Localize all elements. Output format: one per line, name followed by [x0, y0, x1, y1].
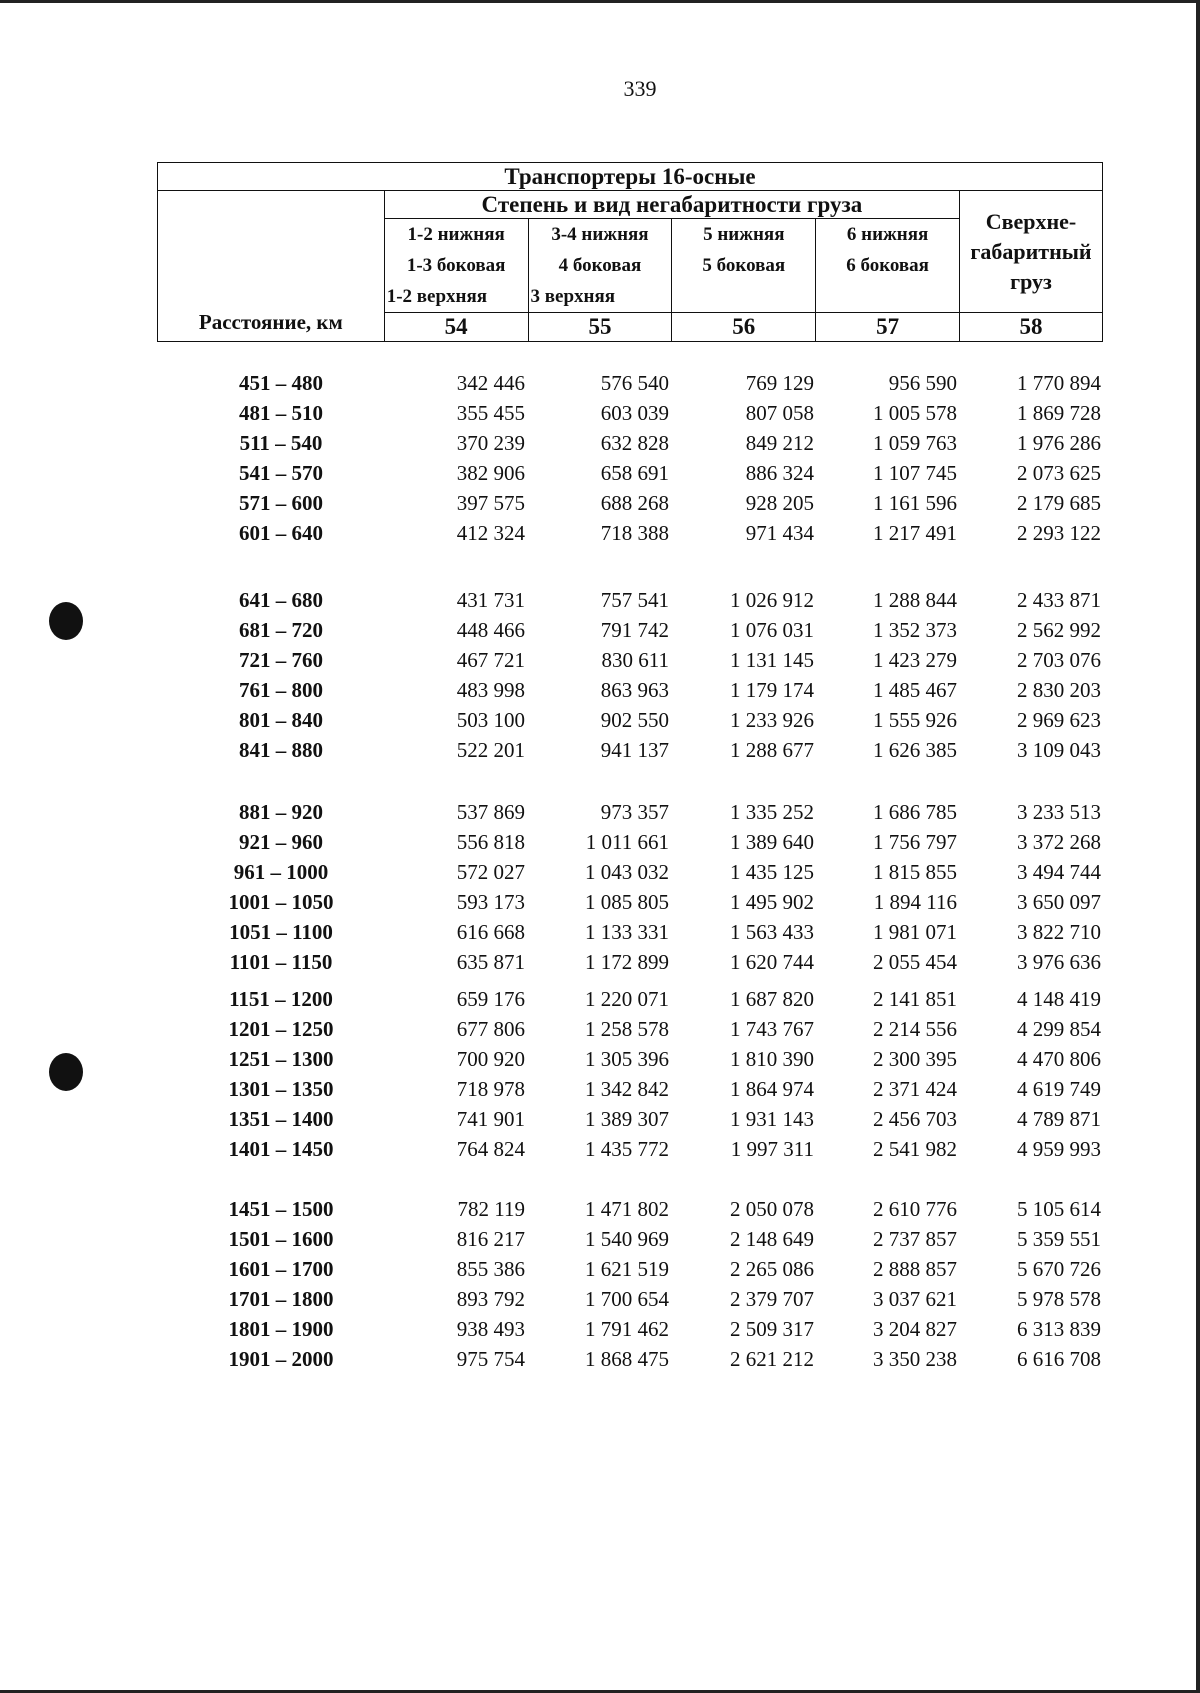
value-cell-55: 941 137 — [600, 738, 669, 762]
value-cell-55: 1 342 842 — [585, 1077, 669, 1101]
table-title: Транспортеры 16-осные — [158, 163, 1103, 191]
value-cell-56: 2 148 649 — [730, 1227, 814, 1251]
value-cell-58: 2 703 076 — [1017, 648, 1101, 672]
value-cell-56: 1 335 252 — [730, 800, 814, 824]
table-row — [0, 521, 1200, 551]
table-row — [0, 800, 1200, 830]
value-cell-56: 1 563 433 — [730, 920, 814, 944]
value-cell-56: 807 058 — [745, 401, 814, 425]
value-cell-54: 342 446 — [456, 371, 525, 395]
value-cell-58: 4 959 993 — [1017, 1137, 1101, 1161]
value-cell-54: 431 731 — [456, 588, 525, 612]
table-row — [0, 860, 1200, 890]
value-cell-57: 1 423 279 — [873, 648, 957, 672]
value-cell-57: 1 217 491 — [873, 521, 957, 545]
distance-cell: 1201 – 1250 — [228, 1017, 334, 1041]
distance-cell: 1101 – 1150 — [229, 950, 333, 974]
value-cell-57: 1 626 385 — [873, 738, 957, 762]
value-cell-57: 2 610 776 — [873, 1197, 957, 1221]
value-cell-57: 1 815 855 — [873, 860, 957, 884]
value-cell-55: 973 357 — [600, 800, 669, 824]
value-cell-57: 1 981 071 — [873, 920, 957, 944]
table-row — [0, 1017, 1200, 1047]
distance-cell: 841 – 880 — [239, 738, 323, 762]
table-row — [0, 950, 1200, 980]
value-cell-57: 2 300 395 — [873, 1047, 957, 1071]
column-header-56: 5 нижняя 5 боковая — [672, 219, 816, 313]
value-cell-56: 1 687 820 — [730, 987, 814, 1011]
value-cell-54: 537 869 — [456, 800, 525, 824]
distance-cell: 601 – 640 — [239, 521, 323, 545]
column-number-57: 57 — [816, 313, 960, 342]
value-cell-54: 503 100 — [456, 708, 525, 732]
distance-cell: 1151 – 1200 — [229, 987, 333, 1011]
value-cell-55: 1 700 654 — [585, 1287, 669, 1311]
value-cell-54: 483 998 — [456, 678, 525, 702]
distance-cell: 1801 – 1900 — [228, 1317, 334, 1341]
value-cell-57: 2 371 424 — [873, 1077, 957, 1101]
value-cell-58: 2 830 203 — [1017, 678, 1101, 702]
column-header-58: Сверхне- габаритный груз — [960, 191, 1103, 313]
table-row — [0, 1047, 1200, 1077]
distance-cell: 961 – 1000 — [233, 860, 329, 884]
table-row — [0, 678, 1200, 708]
column-number-55: 55 — [528, 313, 672, 342]
table-row — [0, 1137, 1200, 1167]
value-cell-58: 2 969 623 — [1017, 708, 1101, 732]
distance-cell: 881 – 920 — [239, 800, 323, 824]
value-cell-54: 700 920 — [456, 1047, 525, 1071]
value-cell-58: 4 299 854 — [1017, 1017, 1101, 1041]
value-cell-54: 556 818 — [456, 830, 525, 854]
value-cell-55: 1 389 307 — [585, 1107, 669, 1131]
value-cell-54: 816 217 — [456, 1227, 525, 1251]
table-row — [0, 648, 1200, 678]
value-cell-55: 757 541 — [600, 588, 669, 612]
table-row — [0, 461, 1200, 491]
table-row — [0, 1077, 1200, 1107]
value-cell-55: 1 540 969 — [585, 1227, 669, 1251]
value-cell-58: 4 789 871 — [1017, 1107, 1101, 1131]
value-cell-58: 2 293 122 — [1017, 521, 1101, 545]
value-cell-56: 971 434 — [745, 521, 814, 545]
value-cell-58: 3 109 043 — [1017, 738, 1101, 762]
table-row — [0, 987, 1200, 1017]
value-cell-55: 1 791 462 — [585, 1317, 669, 1341]
value-cell-54: 975 754 — [456, 1347, 525, 1371]
value-cell-56: 928 205 — [745, 491, 814, 515]
distance-cell: 761 – 800 — [239, 678, 323, 702]
value-cell-58: 3 650 097 — [1017, 890, 1101, 914]
value-cell-55: 1 305 396 — [585, 1047, 669, 1071]
value-cell-54: 764 824 — [456, 1137, 525, 1161]
value-cell-54: 677 806 — [456, 1017, 525, 1041]
value-cell-54: 593 173 — [456, 890, 525, 914]
table-row — [0, 738, 1200, 768]
distance-cell: 1401 – 1450 — [228, 1137, 334, 1161]
value-cell-54: 355 455 — [456, 401, 525, 425]
value-cell-56: 2 050 078 — [730, 1197, 814, 1221]
value-cell-55: 1 471 802 — [585, 1197, 669, 1221]
value-cell-58: 3 822 710 — [1017, 920, 1101, 944]
value-cell-57: 2 737 857 — [873, 1227, 957, 1251]
value-cell-54: 938 493 — [456, 1317, 525, 1341]
value-cell-56: 1 233 926 — [730, 708, 814, 732]
page-number: 339 — [623, 76, 657, 101]
value-cell-54: 448 466 — [456, 618, 525, 642]
distance-cell: 641 – 680 — [239, 588, 323, 612]
value-cell-55: 688 268 — [600, 491, 669, 515]
value-cell-57: 2 141 851 — [873, 987, 957, 1011]
table-row — [0, 491, 1200, 521]
distance-cell: 541 – 570 — [239, 461, 323, 485]
column-header-57: 6 нижняя 6 боковая — [816, 219, 960, 313]
value-cell-58: 2 073 625 — [1017, 461, 1101, 485]
distance-cell: 1901 – 2000 — [228, 1347, 334, 1371]
value-cell-56: 886 324 — [745, 461, 814, 485]
distance-cell: 681 – 720 — [239, 618, 323, 642]
value-cell-55: 1 621 519 — [585, 1257, 669, 1281]
value-cell-58: 3 976 636 — [1017, 950, 1101, 974]
value-cell-58: 5 670 726 — [1017, 1257, 1101, 1281]
table-row — [0, 1107, 1200, 1137]
value-cell-56: 1 743 767 — [730, 1017, 814, 1041]
value-cell-56: 1 864 974 — [730, 1077, 814, 1101]
value-cell-57: 3 037 621 — [873, 1287, 957, 1311]
value-cell-54: 635 871 — [456, 950, 525, 974]
value-cell-54: 855 386 — [456, 1257, 525, 1281]
distance-cell: 1601 – 1700 — [228, 1257, 334, 1281]
value-cell-56: 1 131 145 — [730, 648, 814, 672]
value-cell-55: 576 540 — [600, 371, 669, 395]
value-cell-58: 6 313 839 — [1017, 1317, 1101, 1341]
value-cell-55: 830 611 — [601, 648, 669, 672]
value-cell-58: 2 562 992 — [1017, 618, 1101, 642]
table-row — [0, 401, 1200, 431]
value-cell-55: 791 742 — [600, 618, 669, 642]
value-cell-58: 1 869 728 — [1017, 401, 1101, 425]
value-cell-54: 370 239 — [456, 431, 525, 455]
page-border-top — [0, 0, 1200, 3]
value-cell-57: 1 555 926 — [873, 708, 957, 732]
value-cell-56: 1 076 031 — [730, 618, 814, 642]
value-cell-57: 3 350 238 — [873, 1347, 957, 1371]
value-cell-55: 632 828 — [600, 431, 669, 455]
value-cell-57: 1 059 763 — [873, 431, 957, 455]
distance-cell: 921 – 960 — [239, 830, 323, 854]
value-cell-57: 1 288 844 — [873, 588, 957, 612]
distance-cell: 1051 – 1100 — [229, 920, 333, 944]
table-row — [0, 431, 1200, 461]
value-cell-55: 902 550 — [600, 708, 669, 732]
value-cell-55: 1 043 032 — [585, 860, 669, 884]
column-header-55: 3-4 нижняя 4 боковая 3 верхняя — [528, 219, 672, 313]
value-cell-57: 2 214 556 — [873, 1017, 957, 1041]
value-cell-54: 412 324 — [456, 521, 525, 545]
value-cell-58: 4 619 749 — [1017, 1077, 1101, 1101]
distance-cell: 801 – 840 — [239, 708, 323, 732]
table-row — [0, 1317, 1200, 1347]
value-cell-54: 718 978 — [456, 1077, 525, 1101]
distance-header: Расстояние, км — [158, 191, 385, 342]
table-row — [0, 1257, 1200, 1287]
value-cell-56: 1 389 640 — [730, 830, 814, 854]
distance-cell: 1701 – 1800 — [228, 1287, 334, 1311]
value-cell-54: 659 176 — [456, 987, 525, 1011]
value-cell-56: 1 931 143 — [730, 1107, 814, 1131]
value-cell-55: 603 039 — [600, 401, 669, 425]
value-cell-55: 1 133 331 — [585, 920, 669, 944]
value-cell-56: 1 179 174 — [730, 678, 814, 702]
value-cell-54: 741 901 — [456, 1107, 525, 1131]
value-cell-55: 1 868 475 — [585, 1347, 669, 1371]
table-row — [0, 371, 1200, 401]
value-cell-58: 1 976 286 — [1017, 431, 1101, 455]
value-cell-56: 2 379 707 — [730, 1287, 814, 1311]
value-cell-55: 1 435 772 — [585, 1137, 669, 1161]
value-cell-54: 572 027 — [456, 860, 525, 884]
value-cell-55: 1 085 805 — [585, 890, 669, 914]
value-cell-54: 382 906 — [456, 461, 525, 485]
value-cell-57: 2 055 454 — [873, 950, 957, 974]
value-cell-56: 1 997 311 — [730, 1137, 814, 1161]
value-cell-54: 522 201 — [456, 738, 525, 762]
column-number-56: 56 — [672, 313, 816, 342]
distance-cell: 451 – 480 — [239, 371, 323, 395]
table-row — [0, 1227, 1200, 1257]
value-cell-57: 1 161 596 — [873, 491, 957, 515]
value-cell-57: 2 541 982 — [873, 1137, 957, 1161]
value-cell-58: 3 233 513 — [1017, 800, 1101, 824]
table-row — [0, 588, 1200, 618]
distance-cell: 721 – 760 — [239, 648, 323, 672]
value-cell-55: 1 258 578 — [585, 1017, 669, 1041]
table-row — [0, 618, 1200, 648]
value-cell-54: 893 792 — [456, 1287, 525, 1311]
value-cell-56: 1 435 125 — [730, 860, 814, 884]
distance-cell: 1251 – 1300 — [228, 1047, 334, 1071]
table-row — [0, 1197, 1200, 1227]
value-cell-58: 6 616 708 — [1017, 1347, 1101, 1371]
value-cell-58: 5 105 614 — [1017, 1197, 1101, 1221]
value-cell-57: 1 894 116 — [873, 890, 957, 914]
value-cell-56: 849 212 — [745, 431, 814, 455]
table-subtitle: Степень и вид негабаритности груза — [384, 191, 959, 219]
value-cell-57: 1 485 467 — [873, 678, 957, 702]
distance-cell: 1351 – 1400 — [228, 1107, 334, 1131]
value-cell-56: 2 621 212 — [730, 1347, 814, 1371]
value-cell-56: 2 265 086 — [730, 1257, 814, 1281]
value-cell-57: 1 107 745 — [873, 461, 957, 485]
value-cell-58: 1 770 894 — [1017, 371, 1101, 395]
value-cell-55: 1 220 071 — [585, 987, 669, 1011]
value-cell-56: 769 129 — [745, 371, 814, 395]
column-number-58: 58 — [960, 313, 1103, 342]
value-cell-54: 467 721 — [456, 648, 525, 672]
column-header-54: 1-2 нижняя 1-3 боковая 1-2 верхняя — [384, 219, 528, 313]
value-cell-57: 1 005 578 — [873, 401, 957, 425]
table-row — [0, 708, 1200, 738]
value-cell-55: 1 011 661 — [585, 830, 669, 854]
value-cell-54: 397 575 — [456, 491, 525, 515]
value-cell-57: 956 590 — [888, 371, 957, 395]
value-cell-58: 5 359 551 — [1017, 1227, 1101, 1251]
distance-cell: 511 – 540 — [239, 431, 323, 455]
value-cell-56: 2 509 317 — [730, 1317, 814, 1341]
value-cell-57: 2 888 857 — [873, 1257, 957, 1281]
value-cell-58: 3 494 744 — [1017, 860, 1101, 884]
value-cell-56: 1 495 902 — [730, 890, 814, 914]
table-row — [0, 830, 1200, 860]
value-cell-56: 1 026 912 — [730, 588, 814, 612]
distance-cell: 1451 – 1500 — [228, 1197, 334, 1221]
value-cell-54: 782 119 — [457, 1197, 525, 1221]
value-cell-58: 4 470 806 — [1017, 1047, 1101, 1071]
value-cell-57: 2 456 703 — [873, 1107, 957, 1131]
table-row — [0, 890, 1200, 920]
distance-cell: 1001 – 1050 — [228, 890, 334, 914]
value-cell-55: 863 963 — [600, 678, 669, 702]
value-cell-58: 2 433 871 — [1017, 588, 1101, 612]
value-cell-55: 718 388 — [600, 521, 669, 545]
column-number-54: 54 — [384, 313, 528, 342]
value-cell-58: 2 179 685 — [1017, 491, 1101, 515]
distance-cell: 571 – 600 — [239, 491, 323, 515]
value-cell-57: 3 204 827 — [873, 1317, 957, 1341]
distance-cell: 1301 – 1350 — [228, 1077, 334, 1101]
table-row — [0, 920, 1200, 950]
value-cell-55: 1 172 899 — [585, 950, 669, 974]
value-cell-57: 1 686 785 — [873, 800, 957, 824]
value-cell-54: 616 668 — [456, 920, 525, 944]
value-cell-57: 1 352 373 — [873, 618, 957, 642]
value-cell-58: 4 148 419 — [1017, 987, 1101, 1011]
value-cell-56: 1 620 744 — [730, 950, 814, 974]
table-header — [157, 162, 1103, 342]
value-cell-55: 658 691 — [600, 461, 669, 485]
value-cell-57: 1 756 797 — [873, 830, 957, 854]
distance-cell: 481 – 510 — [239, 401, 323, 425]
value-cell-58: 3 372 268 — [1017, 830, 1101, 854]
table-row — [0, 1287, 1200, 1317]
distance-cell: 1501 – 1600 — [228, 1227, 334, 1251]
value-cell-56: 1 288 677 — [730, 738, 814, 762]
value-cell-56: 1 810 390 — [730, 1047, 814, 1071]
value-cell-58: 5 978 578 — [1017, 1287, 1101, 1311]
table-row — [0, 1347, 1200, 1377]
